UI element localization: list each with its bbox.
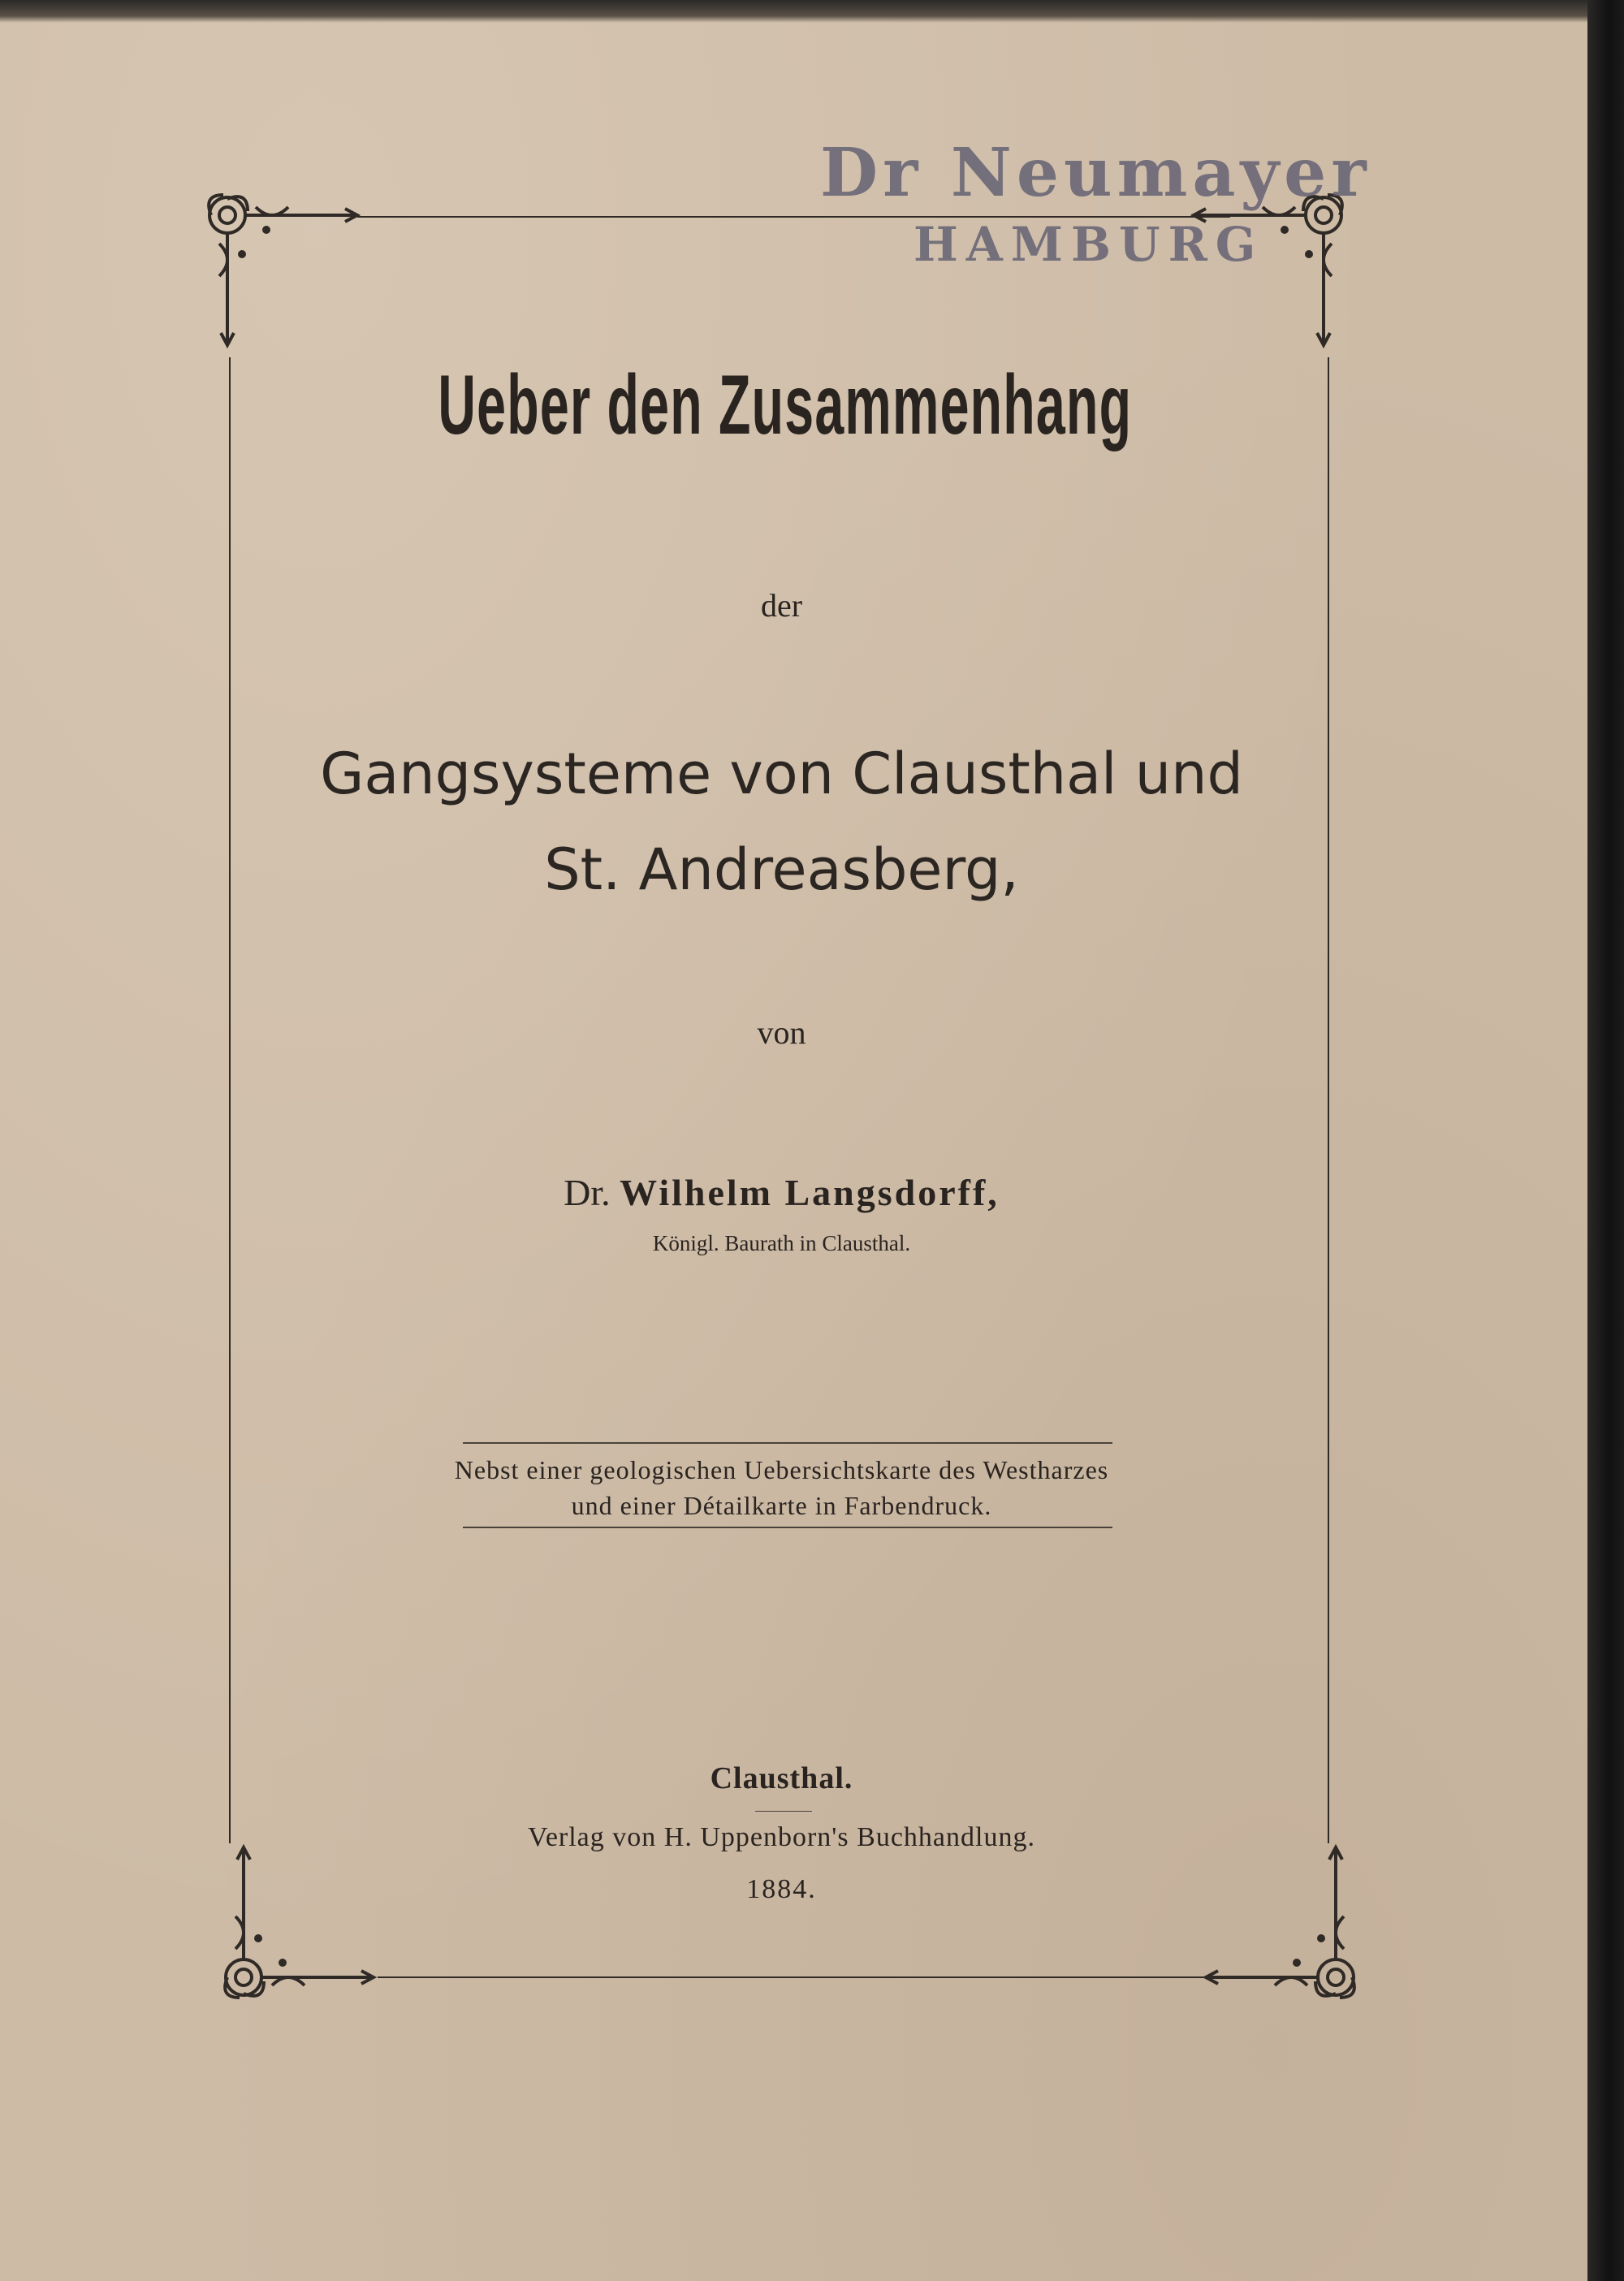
connector-der: der <box>760 587 803 624</box>
author-line <box>227 1171 1336 1214</box>
note-line-1: Nebst einer geologischen Uebersichtskarte des Westharzes <box>454 1455 1109 1484</box>
note-line-2: und einer Détailkarte in Farbendruck. <box>571 1491 992 1520</box>
corner-ornament-bottom-left-icon <box>211 1839 382 2010</box>
note-top-rule <box>463 1442 1112 1444</box>
connector-von: von <box>757 1014 806 1051</box>
note-bottom-rule <box>463 1527 1112 1528</box>
place-short-rule <box>755 1811 812 1812</box>
book-spine-edge <box>1587 0 1624 2281</box>
frame-left-rule <box>229 357 231 1843</box>
frame-bottom-rule <box>378 1976 1218 1978</box>
publisher: Verlag von H. Uppenborn's Buchhandlung. <box>528 1822 1035 1852</box>
publication-place: Clausthal. <box>710 1761 853 1795</box>
subtitle-line-1: Gangsysteme von Clausthal und <box>320 741 1243 807</box>
ownership-stamp <box>812 134 1371 272</box>
book-title: Ueber den Zusammenhang <box>438 358 1133 452</box>
author-prefix: Dr. <box>564 1172 611 1213</box>
corner-ornament-bottom-right-icon <box>1198 1839 1368 2010</box>
subtitle-line-2: St. Andreasberg, <box>544 836 1019 903</box>
author-name: Wilhelm Langsdorff, <box>620 1172 1000 1213</box>
stamp-line-1: Dr Neumayer <box>820 134 1371 212</box>
corner-ornament-top-left-icon <box>195 183 365 353</box>
frame-right-rule <box>1328 357 1329 1843</box>
author-affiliation: Königl. Baurath in Clausthal. <box>652 1231 911 1255</box>
page-top-edge <box>0 0 1587 23</box>
stamp-line-2: HAMBURG <box>914 217 1264 272</box>
publication-year: 1884. <box>746 1874 817 1904</box>
